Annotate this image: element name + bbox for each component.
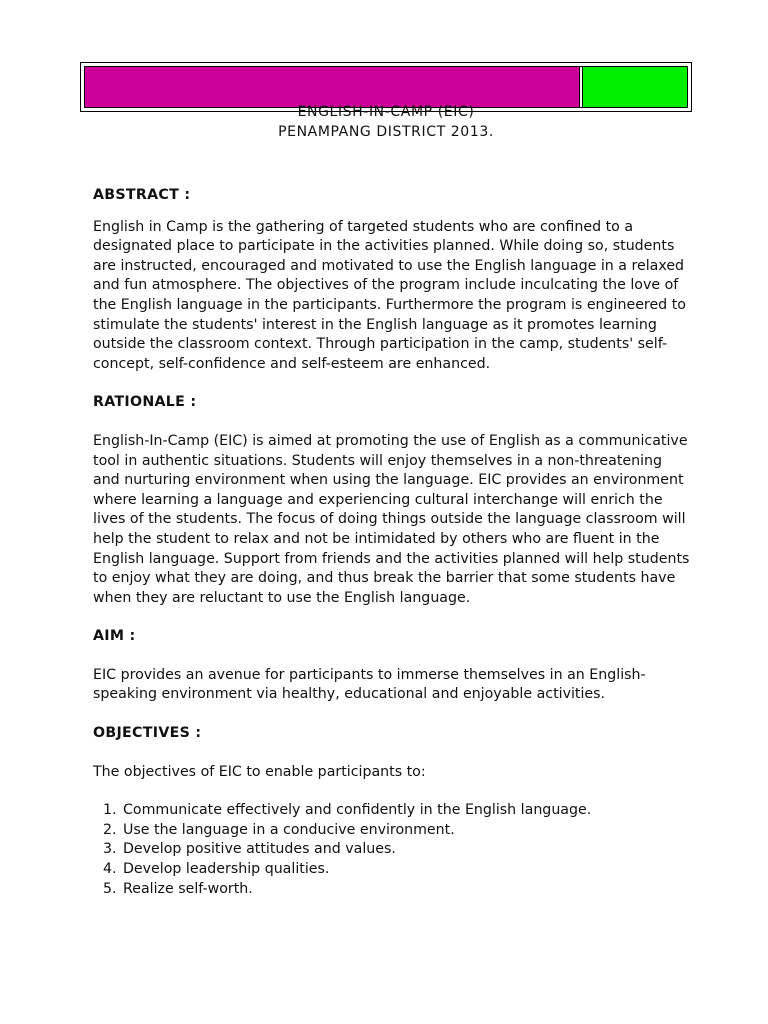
- list-item: 1. Communicate effectively and confidently in the English language.: [121, 801, 693, 821]
- list-item: 5. Realize self-worth.: [121, 880, 693, 900]
- banner-green-block: [582, 67, 687, 107]
- list-item: 3. Develop positive attitudes and values.: [121, 840, 693, 860]
- rationale-text: English-In-Camp (EIC) is aimed at promoting the use of English as a communicative tool in authentic situations. Students will enjoy themselves in a non-threatening and nurturing environment when using the language. EIC provides an environment where learning a language and experiencing cultural interchange will enrich the lives of the students. The focus of doing things outside the language classroom will help the student to relax and not be intimidated by others who are fluent in the English language. Support from friends and the activities planned will help students to enjoy what they are doing, and thus break the barrier that some students have when they are reluctant to use the English language.: [93, 432, 690, 606]
- list-item: 2. Use the language in a conducive environment.: [121, 821, 693, 841]
- objectives-list: [93, 801, 693, 899]
- aim-text: EIC provides an avenue for participants to immerse themselves in an English-speaking environment via healthy, educational and enjoyable activities.: [93, 666, 646, 703]
- banner-magenta-block: [85, 67, 580, 107]
- abstract-text: English in Camp is the gathering of targeted students who are confined to a designated place to participate in the activities planned. While doing so, students are instructed, encouraged and motivated to use the English language in a relaxed and fun atmosphere. The objectives of the program include inculcating the love of the English language in the participants. Furthermore the program is engineered to stimulate the students' interest in the English language as it promotes learning outside the classroom context. Through participation in the camp, students' self-concept, self-confidence and self-esteem are enhanced.: [93, 218, 686, 372]
- objectives-intro: The objectives of EIC to enable participants to:: [93, 763, 426, 780]
- document-body: [93, 186, 693, 899]
- abstract-heading: ABSTRACT :: [93, 187, 191, 203]
- aim-heading: AIM :: [93, 628, 136, 645]
- list-item: 4. Develop leadership qualities.: [121, 860, 693, 880]
- objectives-heading: OBJECTIVES :: [93, 725, 202, 742]
- document-subtitle: PENAMPANG DISTRICT 2013.: [278, 124, 494, 140]
- document-title: ENGLISH-IN-CAMP (EIC): [297, 104, 475, 120]
- header-banner-inner: [84, 66, 688, 108]
- rationale-heading: RATIONALE :: [93, 394, 197, 411]
